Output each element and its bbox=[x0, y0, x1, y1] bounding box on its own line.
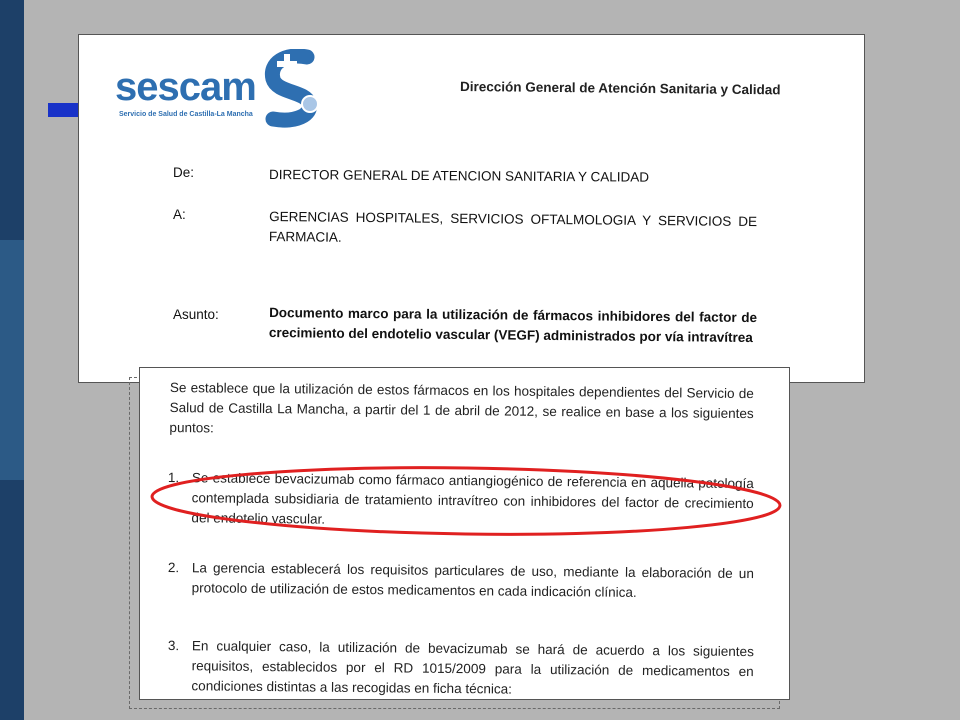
from-label: De: bbox=[173, 165, 195, 180]
from-value: DIRECTOR GENERAL DE ATENCION SANITARIA Y CALIDAD bbox=[268, 167, 650, 185]
memo-document-excerpt bbox=[139, 367, 790, 700]
slide-side-bar-bottom bbox=[0, 480, 24, 720]
logo-subtitle: Servicio de Salud de Castilla-La Mancha bbox=[119, 111, 253, 118]
subject-value: Documento marco para la utilización de fármacos inhibidores del factor de crecimiento del endotelio vascular (VEGF) administrados por vía intravítrea bbox=[268, 305, 758, 346]
sescam-s-cross-icon bbox=[255, 49, 333, 129]
slide-side-bar-middle bbox=[0, 240, 24, 480]
list-item-text: Se establece bevacizumab como fármaco antiangiogénico de referencia en aquella patología contemplada subsidiaria de tratamiento intravítreo con inhibidores del factor de crecimiento del endotelio vascular. bbox=[191, 470, 754, 527]
department-title: Dirección General de Atención Sanitaria y Calidad bbox=[459, 79, 781, 98]
to-value: GERENCIAS HOSPITALES, SERVICIOS OFTALMOLOGIA Y SERVICIOS DE FARMACIA. bbox=[268, 209, 758, 245]
to-label: A: bbox=[173, 207, 186, 222]
list-item-text: La gerencia establecerá los requisitos particulares de uso, mediante la elaboración de un protocolo de utilización de estos medicamentos en cada indicación clínica. bbox=[191, 560, 754, 600]
excerpt-intro: Se establece que la utilización de estos fármacos en los hospitales dependientes del Servicio de Salud de Castilla La Mancha, a partir del 1 de abril de 2012, se realice en base a los siguientes puntos: bbox=[169, 379, 754, 436]
sescam-logo bbox=[115, 49, 295, 127]
highlight-ellipse bbox=[148, 465, 784, 537]
list-item-text: En cualquier caso, la utilización de bevacizumab se hará de acuerdo a los siguientes requisitos, establecidos por el RD 1015/2009 para la utilización de medicamentos en condiciones distintas a las recogidas en ficha técnica: bbox=[191, 638, 754, 697]
subject-label: Asunto: bbox=[173, 307, 219, 322]
slide-side-bar-top bbox=[0, 0, 24, 240]
list-item-number: 1. bbox=[167, 469, 180, 486]
list-item bbox=[167, 636, 754, 697]
memo-document-header bbox=[78, 34, 865, 383]
list-item-number: 2. bbox=[167, 559, 180, 576]
logo-wordmark: sescam bbox=[115, 65, 256, 109]
list-item-number: 3. bbox=[167, 637, 180, 654]
list-item bbox=[167, 558, 754, 600]
